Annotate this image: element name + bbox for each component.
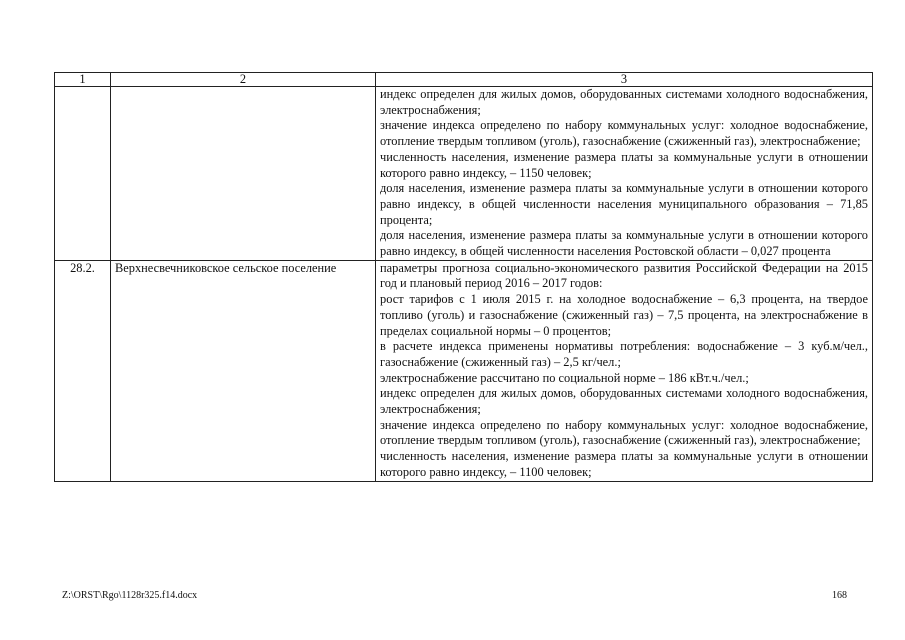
details-paragraph: доля населения, изменение размера платы за коммунальные услуги в отношении которого равно индексу, в общей численности населения Ростовской области – 0,027 процента [380,228,868,259]
column-header: 3 [376,73,873,87]
table-header-row [55,73,873,87]
row-number-cell [55,87,111,261]
details-paragraph: в расчете индекса применены нормативы потребления: водоснабжение – 3 куб.м/чел., газоснабжение (сжиженный газ) – 2,5 кг/чел.; [380,339,868,369]
details-paragraph: индекс определен для жилых домов, оборудованных системами холодного водоснабжения, электроснабжения; [380,87,868,117]
municipality-name-cell: Верхнесвечниковское сельское поселение [111,260,376,481]
details-paragraph: параметры прогноза социально-экономического развития Российской Федерации на 2015 год и плановый период 2016 – 2017 годов: [380,260,868,291]
document-table [54,72,873,482]
details-cell [376,260,873,481]
table-row [55,260,873,481]
details-paragraph: рост тарифов с 1 июля 2015 г. на холодное водоснабжение – 6,3 процента, на твердое топливо (уголь) и газоснабжение (сжиженный газ) – 7,5 процента, на электроснабжение в пределах социальной нормы – 0 процентов; [380,292,868,338]
row-number-cell: 28.2. [55,260,111,481]
details-paragraph: численность населения, изменение размера платы за коммунальные услуги в отношении которого равно индексу, – 1150 человек; [380,149,868,180]
details-paragraph: электроснабжение рассчитано по социальной норме – 186 кВт.ч./чел.; [380,370,749,385]
table-row [55,87,873,261]
details-paragraph: индекс определен для жилых домов, оборудованных системами холодного водоснабжения, электроснабжения; [380,386,868,417]
details-paragraph: значение индекса определено по набору коммунальных услуг: холодное водоснабжение, отопление твердым топливом (уголь), газоснабжение (сжиженный газ), электроснабжение; [380,118,868,149]
page-number: 168 [832,590,847,601]
details-paragraph: доля населения, изменение размера платы за коммунальные услуги в отношении которого равно индексу, в общей численности населения муниципального образования – 71,85 процента; [380,181,868,227]
column-header: 2 [111,73,376,87]
details-paragraph: численность населения, изменение размера платы за коммунальные услуги в отношении которого равно индексу, – 1100 человек; [380,449,868,479]
details-paragraph: значение индекса определено по набору коммунальных услуг: холодное водоснабжение, отопление твердым топливом (уголь), газоснабжение (сжиженный газ), электроснабжение; [380,417,868,448]
details-cell [376,87,873,261]
municipality-name-cell [111,87,376,261]
column-header: 1 [55,73,111,87]
footer-file-path: Z:\ORST\Rgo\1128r325.f14.docx [62,590,198,601]
